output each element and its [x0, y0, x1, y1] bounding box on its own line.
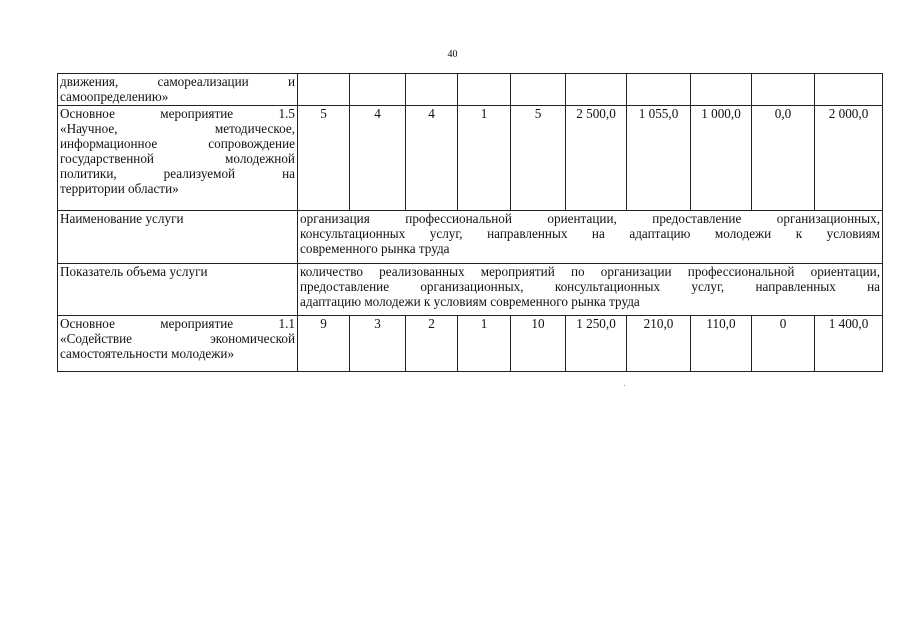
table-row-service-name	[58, 211, 883, 264]
measure-1-5-name-line: государственной молодежной	[60, 151, 295, 166]
budget-table	[57, 73, 883, 372]
empty-cell	[815, 74, 883, 106]
empty-cell	[691, 74, 752, 106]
measure-1-5-value: 5	[298, 106, 350, 211]
service-volume-label: Показатель объема услуги	[58, 264, 298, 316]
measure-1-5-value: 1 055,0	[627, 106, 691, 211]
measure-1-1-name-line: «Содействие экономической	[60, 331, 295, 346]
service-name-line: организация профессиональной ориентации, предоставление организационных,	[300, 211, 880, 226]
service-name-line: современного рынка труда	[300, 241, 450, 256]
measure-1-1-value: 3	[350, 316, 406, 372]
measure-1-5-name-line: «Научное, методическое,	[60, 121, 295, 136]
measure-1-5-name-line: Основное мероприятие 1.5	[60, 106, 295, 121]
measure-1-1-value: 10	[511, 316, 566, 372]
measure-1-5-value: 5	[511, 106, 566, 211]
service-name-text	[298, 211, 883, 264]
empty-cell	[458, 74, 511, 106]
measure-1-5-value: 4	[350, 106, 406, 211]
measure-1-1-value: 110,0	[691, 316, 752, 372]
service-volume-line: адаптацию молодежи к условиям современного рынка труда	[300, 294, 640, 309]
measure-1-5-name-line: территории области»	[60, 181, 179, 196]
measure-1-5-value: 1 000,0	[691, 106, 752, 211]
service-volume-line: количество реализованных мероприятий по организации профессиональной ориентации,	[300, 264, 880, 279]
empty-cell	[298, 74, 350, 106]
table-row-service-volume	[58, 264, 883, 316]
measure-1-5-value: 2 500,0	[566, 106, 627, 211]
table-row-continuation	[58, 74, 883, 106]
measure-1-1-name-cell	[58, 316, 298, 372]
measure-1-5-value: 1	[458, 106, 511, 211]
measure-1-5-value: 2 000,0	[815, 106, 883, 211]
page-number: 40	[447, 49, 458, 60]
table-row-measure-1-5	[58, 106, 883, 211]
service-name-label: Наименование услуги	[58, 211, 298, 264]
continuation-line-2: самоопределению»	[60, 89, 169, 104]
measure-1-5-value: 4	[406, 106, 458, 211]
measure-1-1-value: 1 250,0	[566, 316, 627, 372]
measure-1-1-value: 1 400,0	[815, 316, 883, 372]
empty-cell	[627, 74, 691, 106]
service-name-line: консультационных услуг, направленных на адаптацию молодежи к условиям	[300, 226, 880, 241]
scan-speck	[624, 385, 625, 386]
measure-1-5-name-cell	[58, 106, 298, 211]
empty-cell	[406, 74, 458, 106]
service-volume-text	[298, 264, 883, 316]
continuation-line-1: движения, самореализации и	[60, 74, 295, 89]
measure-1-1-value: 0	[752, 316, 815, 372]
measure-1-1-name-line: Основное мероприятие 1.1	[60, 316, 295, 331]
empty-cell	[752, 74, 815, 106]
measure-1-1-name-line: самостоятельности молодежи»	[60, 346, 235, 361]
table-row-measure-1-1	[58, 316, 883, 372]
measure-1-5-name-line: информационное сопровождение	[60, 136, 295, 151]
empty-cell	[511, 74, 566, 106]
empty-cell	[566, 74, 627, 106]
measure-1-1-value: 9	[298, 316, 350, 372]
measure-1-1-value: 1	[458, 316, 511, 372]
continuation-name-cell	[58, 74, 298, 106]
service-volume-line: предоставление организационных, консультационных услуг, направленных на	[300, 279, 880, 294]
measure-1-5-name-line: политики, реализуемой на	[60, 166, 295, 181]
measure-1-5-value: 0,0	[752, 106, 815, 211]
empty-cell	[350, 74, 406, 106]
measure-1-1-value: 210,0	[627, 316, 691, 372]
measure-1-1-value: 2	[406, 316, 458, 372]
